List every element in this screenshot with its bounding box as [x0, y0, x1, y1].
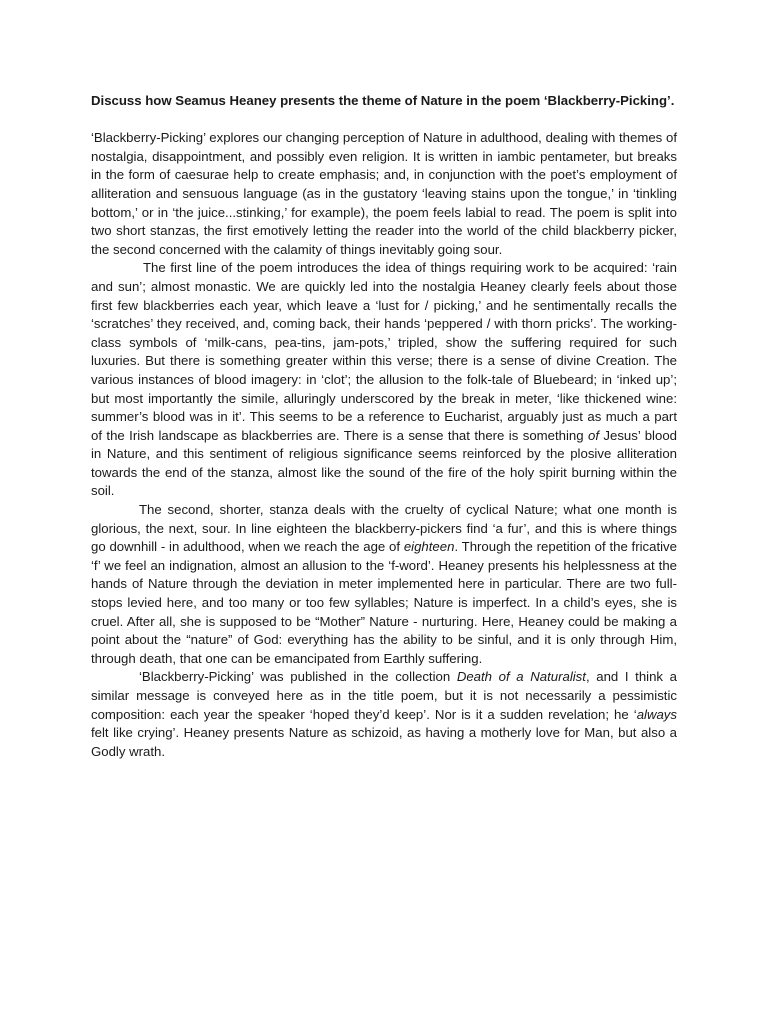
paragraph-text: The first line of the poem introduces the idea of things requiring work to be acquired: ‘rain and sun’; almost monastic. We are quickly led into the nostalgia Heaney clearly feels about those first few blackberries each year, which leave a ‘lust for / picking,’ and he sentimentally recalls the ‘scratches’ they received, and, coming back, their hands ‘peppered / with thorn pricks’. The working-class symbols of ‘milk-cans, pea-tins, jam-pots,’ tripled, show the suffering required for such luxuries. But there is something greater within this verse; there is a sense of divine Creation. The various instances of blood imagery: in ‘clot’; the allusion to the folk-tale of Bluebeard; in ‘inked up’; but most importantly the simile, alluringly underscored by the break in meter, ‘like thickened wine: summer’s blood was in it’. This seems to be a reference to Eucharist, arguably just as much a part of the Irish landscape as blackberries are. There is a sense that there is something [91, 260, 677, 443]
emphasis-text: eighteen [403, 539, 455, 555]
paragraph-first-stanza [91, 259, 677, 501]
emphasis-text: always [636, 706, 677, 722]
paragraph-text: , and I think a similar message is conveyed here as in the title poem, but it is not necessarily a pessimistic composition: each year the speaker ‘hoped they’d keep’. Nor is it a sudden revelation; he ‘ [91, 669, 677, 722]
paragraph-text: Jesus’ blood in Nature, and this sentiment of religious significance seems reinforced by the plosive alliteration towards the end of the stanza, almost like the sound of the fire of the holy spirit burning within the soil. [91, 427, 677, 499]
paragraph-text: ‘Blackberry-Picking’ explores our changing perception of Nature in adulthood, dealing with themes of nostalgia, disappointment, and possibly even religion. It is written in iambic pentameter, but breaks in the form of caesurae help to create emphasis; and, in conjunction with the poet’s employment of alliteration and sensuous language (as in the gustatory ‘leaving stains upon the tongue,’ in ‘tinkling bottom,’ or in ‘the juice...stinking,’ for example), the poem feels labial to read. The poem is split into two short stanzas, the first emotively letting the reader into the world of the child blackberry picker, the second concerned with the calamity of things inevitably going sour. [91, 130, 677, 257]
paragraph-text: felt like crying’. Heaney presents Nature as schizoid, as having a motherly love for Man, but also a Godly wrath. [91, 725, 677, 759]
paragraph-second-stanza [91, 501, 677, 668]
paragraph-text: ‘Blackberry-Picking’ was published in the collection [139, 669, 457, 685]
essay-title: Discuss how Seamus Heaney presents the theme of Nature in the poem ‘Blackberry-Picking’. [91, 93, 675, 108]
paragraph-text: The second, shorter, stanza deals with the cruelty of cyclical Nature; what one month is glorious, the next, sour. In line eighteen the blackberry-pickers find ‘a fur’, and this is where things go downhill - in adulthood, when we reach the age of [91, 502, 677, 555]
essay-page [91, 92, 677, 761]
book-title-text: Death of a Naturalist [456, 669, 586, 685]
paragraph-introduction [91, 129, 677, 259]
paragraph-text: . Through the repetition of the fricative ‘f’ we feel an indignation, almost an allusion to the ‘f-word’. Heaney presents his helplessness at the hands of Nature through the deviation in meter implemented here in particular. There are two full-stops levied here, and too many or too few syllables; Nature is imperfect. In a child’s eyes, she is cruel. After all, she is supposed to be “Mother” Nature - nurturing. Here, Heaney could be making a point about the “nature” of God: everything has the ability to be sinful, and it is only through Him, through death, that one can be emancipated from Earthly suffering. [91, 539, 677, 666]
paragraph-conclusion [91, 668, 677, 761]
emphasis-text: of [588, 427, 599, 443]
